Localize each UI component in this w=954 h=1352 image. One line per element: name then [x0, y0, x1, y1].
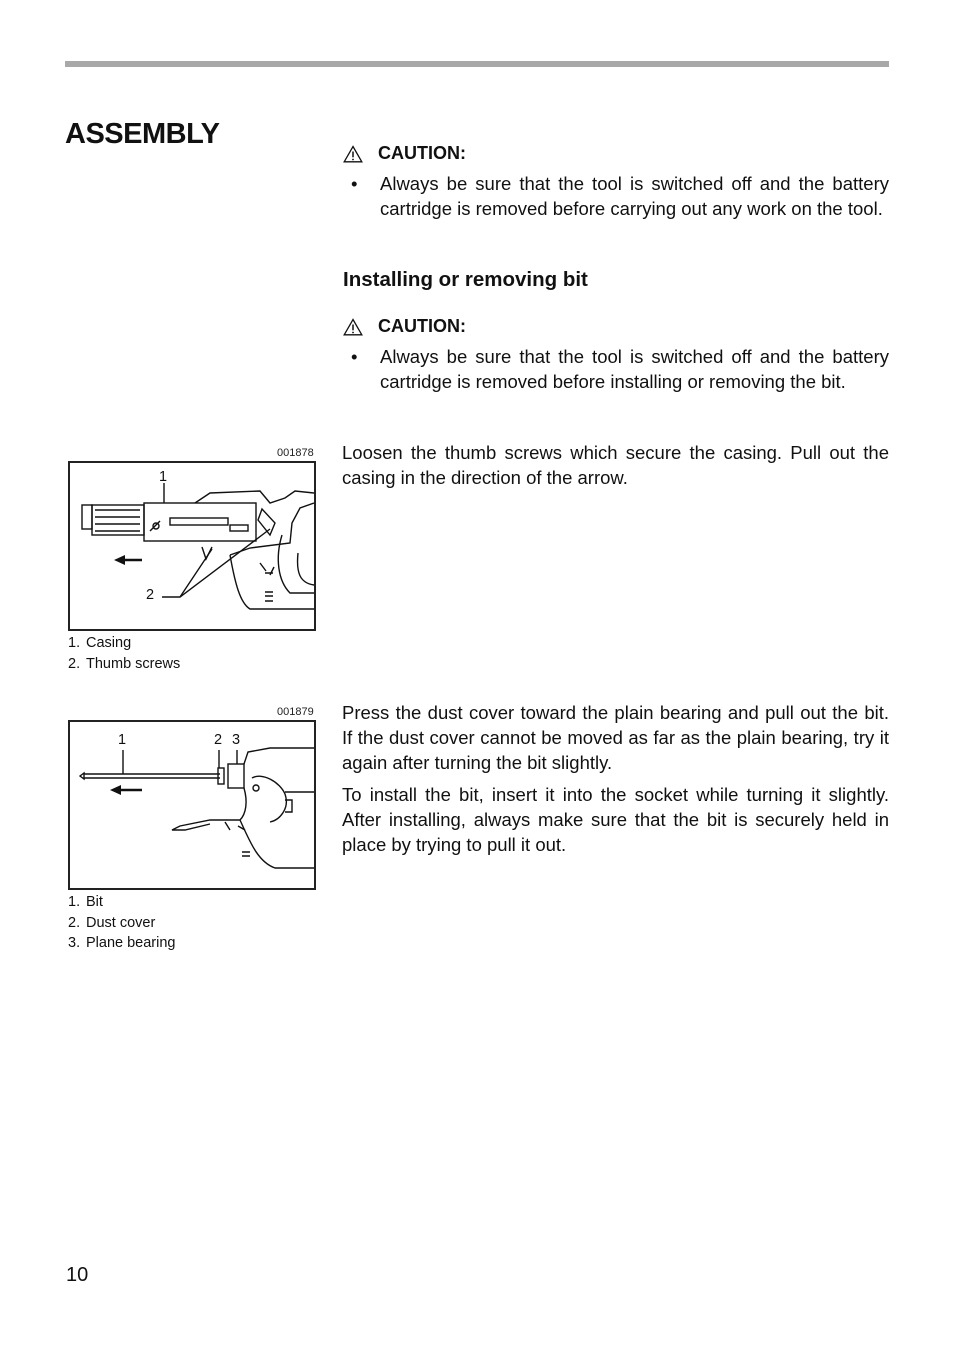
section-title: ASSEMBLY	[65, 118, 220, 150]
instruction-paragraph: Loosen the thumb screws which secure the casing. Pull out the casing in the direction of the arrow.	[342, 442, 889, 488]
caution-text: Always be sure that the tool is switched off and the battery cartridge is removed before carrying out any work on the tool.	[380, 173, 889, 219]
legend-item: 1. Casing	[68, 635, 132, 651]
warning-triangle-icon	[343, 145, 363, 163]
legend-item: 2. Thumb screws	[68, 655, 181, 672]
arrow-left-icon	[110, 785, 142, 795]
caution-bullet	[351, 171, 889, 221]
page-number: 10	[66, 1264, 89, 1286]
instruction-paragraph: To install the bit, insert it into the socket while turning it slightly. After installing, always make sure that the bit is securely held in place by trying to pull it out.	[342, 784, 889, 855]
figure-code: 001879	[277, 706, 314, 718]
caution-text: Always be sure that the tool is switched off and the battery cartridge is removed before installing or removing the bit.	[380, 346, 889, 392]
figure-legend	[68, 892, 176, 954]
figure-casing-removal	[68, 461, 316, 631]
arrow-left-icon	[114, 555, 142, 565]
callout-label: 1	[118, 732, 127, 748]
caution-label: CAUTION:	[378, 316, 466, 336]
subheading: Installing or removing bit	[343, 268, 588, 291]
bullet-mark: •	[351, 173, 358, 194]
bullet-mark: •	[351, 346, 358, 367]
caution-heading	[343, 143, 466, 164]
caution-label: CAUTION:	[378, 143, 466, 163]
callout-label: 3	[232, 732, 241, 748]
callout-label: 2	[214, 732, 223, 748]
figure-legend	[68, 633, 180, 674]
legend-item: 3. Plane bearing	[68, 935, 176, 951]
warning-triangle-icon	[343, 318, 363, 336]
figure-bit-removal	[68, 720, 316, 890]
legend-item: 1. Bit	[68, 894, 103, 910]
header-rule	[65, 61, 889, 67]
caution-bullet	[351, 344, 889, 394]
figure-code: 001878	[277, 447, 314, 459]
instruction-paragraph: Press the dust cover toward the plain bearing and pull out the bit. If the dust cover cannot be moved as far as the plain bearing, try it again after turning the bit slightly.	[342, 702, 889, 773]
callout-label: 1	[159, 469, 168, 485]
caution-heading	[343, 316, 466, 337]
callout-label: 2	[146, 587, 155, 603]
legend-item: 2. Dust cover	[68, 914, 156, 931]
